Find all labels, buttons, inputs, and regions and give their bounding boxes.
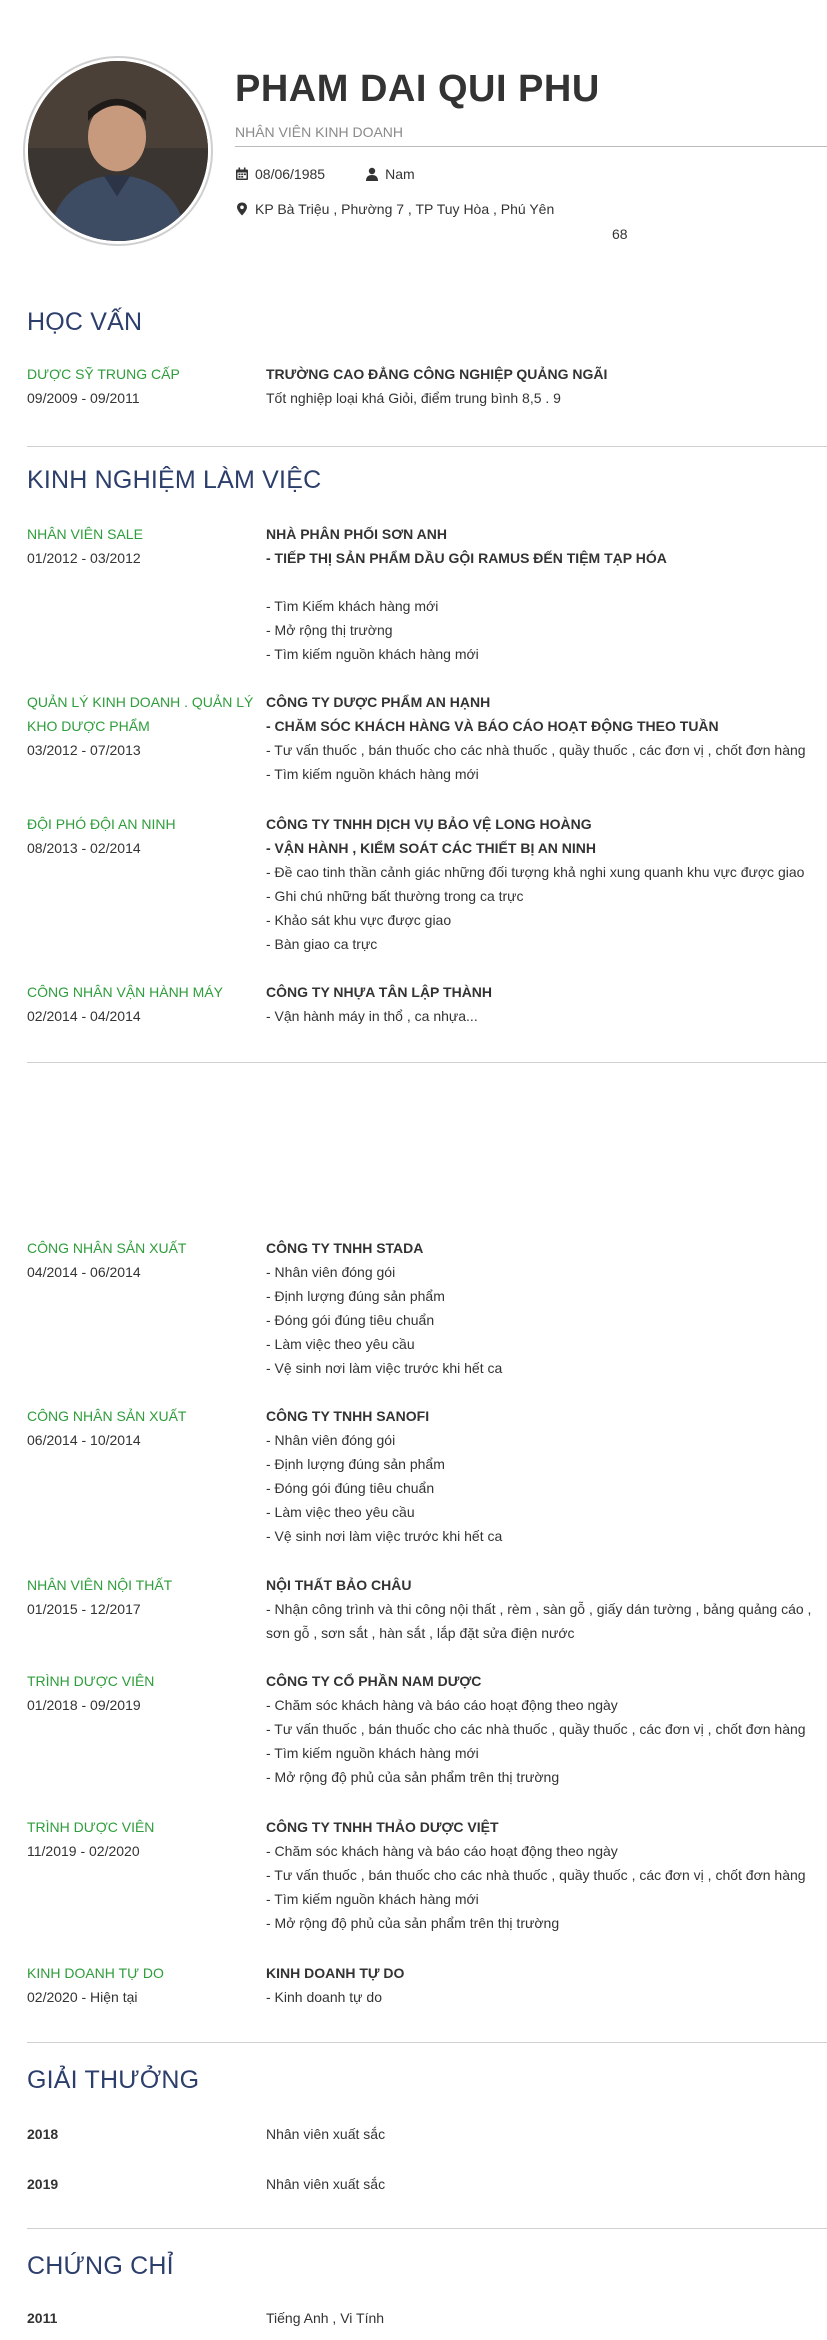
job-detail: - Mở rộng thị trường [266, 622, 393, 638]
calendar-icon [235, 167, 249, 181]
job-company: CÔNG TY TNHH DỊCH VỤ BẢO VỆ LONG HOÀNG [266, 816, 592, 832]
job-detail: - Đóng gói đúng tiêu chuẩn [266, 1312, 435, 1328]
job-detail: - Làm việc theo yêu cầu [266, 1336, 415, 1352]
job-subtitle: - CHĂM SÓC KHÁCH HÀNG VÀ BÁO CÁO HOẠT ĐỘNG THEO TUẦN [266, 718, 719, 734]
job-role: TRÌNH DƯỢC VIÊN [27, 1673, 155, 1689]
job-detail: - Mở rộng độ phủ của sản phẩm trên thị trường [266, 1769, 560, 1785]
experience-entry [27, 690, 827, 800]
job-role: KINH DOANH TỰ DO [27, 1965, 164, 1981]
experience-entry [27, 1404, 827, 1544]
birthdate: 08/06/1985 [255, 166, 326, 182]
job-detail: - Chăm sóc khách hàng và báo cáo hoạt động theo ngày [266, 1697, 618, 1713]
awards-heading: GIẢI THƯỞNG [27, 2066, 200, 2094]
education-detail: Tốt nghiệp loại khá Giỏi, điểm trung bình 8,5 . 9 [266, 390, 561, 406]
job-period: 02/2020 - Hiện tại [27, 1989, 138, 2005]
education-degree: DƯỢC SỸ TRUNG CẤP [27, 366, 180, 382]
address-row [235, 201, 554, 217]
job-company: CÔNG TY NHỰA TÂN LẬP THÀNH [266, 984, 493, 1000]
job-detail: - Định lượng đúng sản phẩm [266, 1456, 445, 1472]
job-role: CÔNG NHÂN VẬN HÀNH MÁY [27, 984, 224, 1000]
phone-number: 68 [612, 226, 628, 242]
job-period: 08/2013 - 02/2014 [27, 840, 141, 856]
avatar-photo [28, 61, 208, 241]
job-detail: - Tìm kiếm nguồn khách hàng mới [266, 766, 479, 782]
job-subtitle: - VẬN HÀNH , KIỂM SOÁT CÁC THIẾT BỊ AN NINH [266, 840, 597, 856]
education-school: TRƯỜNG CAO ĐẲNG CÔNG NGHIỆP QUẢNG NGÃI [266, 366, 608, 382]
job-detail: - Kinh doanh tự do [266, 1989, 383, 2005]
certificate-year: 2011 [27, 2310, 58, 2326]
job-detail: - Khảo sát khu vực được giao [266, 912, 452, 928]
job-period: 01/2012 - 03/2012 [27, 550, 141, 566]
candidate-name: PHAM DAI QUI PHU [235, 68, 600, 110]
job-detail: - Tìm Kiếm khách hàng mới [266, 598, 439, 614]
education-period: 09/2009 - 09/2011 [27, 390, 140, 406]
job-detail: - Mở rộng độ phủ của sản phẩm trên thị trường [266, 1915, 560, 1931]
job-role: ĐỘI PHÓ ĐỘI AN NINH [27, 816, 176, 832]
award-entry [27, 2126, 827, 2150]
candidate-job-title: NHÂN VIÊN KINH DOANH [235, 124, 827, 147]
job-detail: sơn gỗ , sơn sắt , hàn sắt , lắp đặt sửa điện nước [266, 1625, 575, 1641]
job-period: 01/2018 - 09/2019 [27, 1697, 141, 1713]
education-entry [27, 362, 827, 422]
job-detail: - Tìm kiếm nguồn khách hàng mới [266, 1745, 479, 1761]
experience-entry [27, 522, 827, 672]
job-role: CÔNG NHÂN SẢN XUẤT [27, 1408, 187, 1424]
job-detail: - Nhận công trình và thi công nội thất , rèm , sàn gỗ , giấy dán tường , bảng quảng cáo , [266, 1601, 812, 1617]
job-detail: - Tìm kiếm nguồn khách hàng mới [266, 1891, 479, 1907]
certificate-entry [27, 2310, 827, 2334]
job-company: CÔNG TY TNHH STADA [266, 1240, 424, 1256]
address: KP Bà Triệu , Phường 7 , TP Tuy Hòa , Phú Yên [255, 201, 555, 217]
experience-entry [27, 1669, 827, 1789]
job-detail: - Làm việc theo yêu cầu [266, 1504, 415, 1520]
job-company: NỘI THẤT BẢO CHÂU [266, 1577, 412, 1593]
job-detail: - Đóng gói đúng tiêu chuẩn [266, 1480, 435, 1496]
experience-entry [27, 1961, 827, 2021]
job-period: 01/2015 - 12/2017 [27, 1601, 141, 1617]
job-period: 04/2014 - 06/2014 [27, 1264, 141, 1280]
experience-entry [27, 1573, 827, 1653]
job-company: KINH DOANH TỰ DO [266, 1965, 405, 1981]
certificates-heading: CHỨNG CHỈ [27, 2252, 174, 2280]
experience-entry [27, 1236, 827, 1376]
gender: Nam [385, 166, 415, 182]
job-company: NHÀ PHÂN PHỐI SƠN ANH [266, 526, 447, 542]
job-detail: - Định lượng đúng sản phẩm [266, 1288, 445, 1304]
job-company: CÔNG TY TNHH SANOFI [266, 1408, 430, 1424]
section-divider [27, 2228, 827, 2229]
job-detail: - Tư vấn thuốc , bán thuốc cho các nhà thuốc , quầy thuốc , các đơn vị , chốt đơn hàng [266, 1867, 806, 1883]
job-period: 11/2019 - 02/2020 [27, 1843, 140, 1859]
job-detail: - Vệ sinh nơi làm việc trước khi hết ca [266, 1360, 503, 1376]
job-company: CÔNG TY DƯỢC PHẨM AN HẠNH [266, 694, 491, 710]
experience-entry [27, 812, 827, 962]
job-company: CÔNG TY TNHH THẢO DƯỢC VIỆT [266, 1819, 499, 1835]
education-heading: HỌC VẤN [27, 308, 143, 336]
award-year: 2018 [27, 2126, 59, 2142]
award-entry [27, 2176, 827, 2200]
job-company: CÔNG TY CỔ PHẦN NAM DƯỢC [266, 1673, 482, 1689]
map-marker-icon [235, 202, 249, 216]
avatar [25, 58, 211, 244]
job-subtitle: - TIẾP THỊ SẢN PHẨM DẦU GỘI RAMUS ĐẾN TIỆM TẠP HÓA [266, 550, 667, 566]
job-detail [266, 570, 827, 594]
job-detail: - Vận hành máy in thổ , ca nhựa... [266, 1008, 478, 1024]
experience-entry [27, 1815, 827, 1935]
job-detail: - Vệ sinh nơi làm việc trước khi hết ca [266, 1528, 503, 1544]
job-role: TRÌNH DƯỢC VIÊN [27, 1819, 155, 1835]
job-detail: - Chăm sóc khách hàng và báo cáo hoạt động theo ngày [266, 1843, 618, 1859]
section-divider [27, 446, 827, 447]
job-detail: - Nhân viên đóng gói [266, 1432, 396, 1448]
job-period: 06/2014 - 10/2014 [27, 1432, 141, 1448]
job-role: CÔNG NHÂN SẢN XUẤT [27, 1240, 187, 1256]
job-detail: - Ghi chú những bất thường trong ca trực [266, 888, 524, 904]
user-icon [365, 167, 379, 181]
job-role: NHÂN VIÊN NỘI THẤT [27, 1577, 173, 1593]
experience-heading: KINH NGHIỆM LÀM VIỆC [27, 466, 322, 494]
award-text: Nhân viên xuất sắc [266, 2176, 386, 2192]
certificate-text: Tiếng Anh , Vi Tính [266, 2310, 385, 2326]
job-detail: - Tư vấn thuốc , bán thuốc cho các nhà thuốc , quầy thuốc , các đơn vị , chốt đơn hàng [266, 742, 806, 758]
award-text: Nhân viên xuất sắc [266, 2126, 386, 2142]
job-detail: - Nhân viên đóng gói [266, 1264, 396, 1280]
job-role: NHÂN VIÊN SALE [27, 526, 143, 542]
job-role: QUẢN LÝ KINH DOANH . QUẢN LÝ KHO DƯỢC PHẨM [27, 694, 254, 734]
job-detail: - Bàn giao ca trực [266, 936, 378, 952]
job-detail: - Tư vấn thuốc , bán thuốc cho các nhà thuốc , quầy thuốc , các đơn vị , chốt đơn hàng [266, 1721, 806, 1737]
award-year: 2019 [27, 2176, 59, 2192]
profile-header [0, 0, 827, 260]
job-detail: - Tìm kiếm nguồn khách hàng mới [266, 646, 479, 662]
section-divider [27, 2042, 827, 2043]
job-detail: - Đề cao tinh thần cảnh giác những đối tượng khả nghi xung quanh khu vực được giao [266, 864, 805, 880]
job-period: 02/2014 - 04/2014 [27, 1008, 141, 1024]
job-period: 03/2012 - 07/2013 [27, 742, 141, 758]
experience-entry [27, 980, 827, 1040]
section-divider [27, 1062, 827, 1063]
personal-info-row [235, 166, 415, 182]
